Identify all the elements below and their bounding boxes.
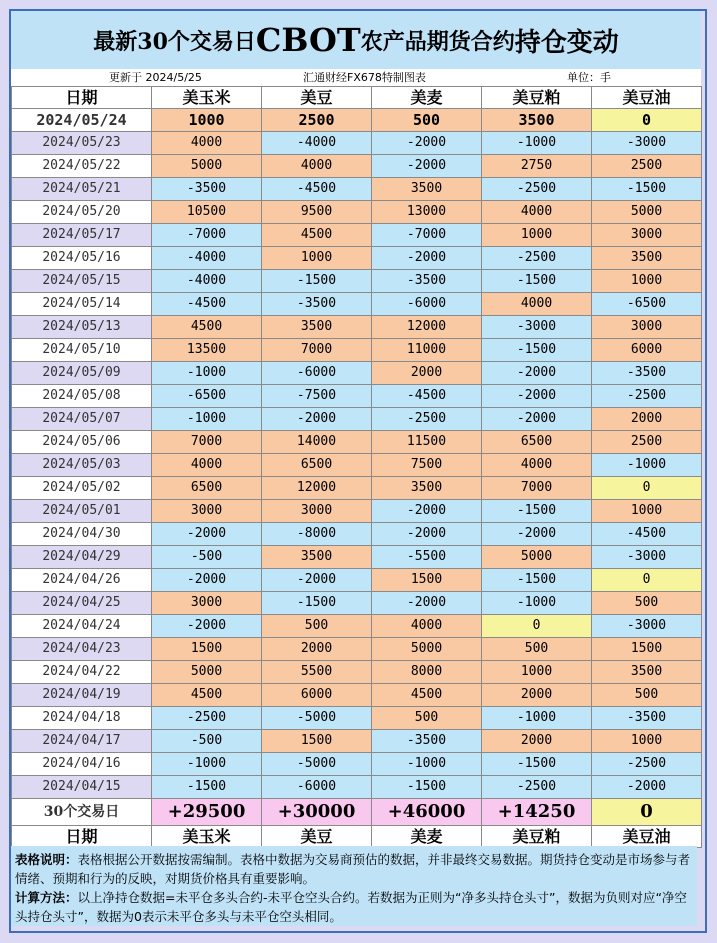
value-cell: 4000 <box>482 293 592 316</box>
value-cell: -1000 <box>152 753 262 776</box>
value-cell: 1500 <box>372 569 482 592</box>
value-cell: 8000 <box>372 661 482 684</box>
date-cell: 2024/04/18 <box>12 707 152 730</box>
table-row <box>12 201 702 224</box>
value-cell: -2000 <box>592 776 702 799</box>
value-cell: -3000 <box>592 132 702 155</box>
title-part-2: CBOT <box>255 21 361 59</box>
value-cell: -3500 <box>592 707 702 730</box>
table-row <box>12 431 702 454</box>
table-row <box>12 270 702 293</box>
page-title <box>11 11 701 69</box>
value-cell: -5000 <box>262 707 372 730</box>
value-cell: 6500 <box>152 477 262 500</box>
column-footer: 美豆 <box>262 826 372 848</box>
date-cell: 2024/04/30 <box>12 523 152 546</box>
value-cell: 5500 <box>262 661 372 684</box>
table-row <box>12 661 702 684</box>
notes-calc-text: 以上净持仓数据=未平仓多头合约-未平仓空头合约。若数据为正则为“净多头持仓头寸”，数据为负则对应“净空头持仓头寸”，数据为0表示未平仓多头与未平仓空头相同。 <box>15 890 687 924</box>
summary-row <box>12 799 702 826</box>
value-cell: 2500 <box>592 431 702 454</box>
value-cell: 12000 <box>372 316 482 339</box>
value-cell: 5000 <box>152 661 262 684</box>
value-cell: 3500 <box>592 247 702 270</box>
table-row <box>12 684 702 707</box>
date-cell: 2024/05/21 <box>12 178 152 201</box>
value-cell: -1500 <box>482 339 592 362</box>
value-cell: 7000 <box>152 431 262 454</box>
value-cell: -3500 <box>592 362 702 385</box>
column-footer: 美麦 <box>372 826 482 848</box>
value-cell: 10500 <box>152 201 262 224</box>
column-header: 美麦 <box>372 87 482 109</box>
table-row <box>12 362 702 385</box>
value-cell: 4000 <box>262 155 372 178</box>
value-cell: -2000 <box>372 247 482 270</box>
value-cell: 6000 <box>592 339 702 362</box>
column-footer: 美玉米 <box>152 826 262 848</box>
value-cell: -7000 <box>152 224 262 247</box>
value-cell: 6000 <box>262 684 372 707</box>
date-cell: 2024/05/03 <box>12 454 152 477</box>
value-cell: 1000 <box>262 247 372 270</box>
value-cell: 1000 <box>592 730 702 753</box>
table-row <box>12 293 702 316</box>
value-cell: -6000 <box>262 362 372 385</box>
value-cell: 7500 <box>372 454 482 477</box>
notes-desc-text: 表格根据公开数据按需编制。表格中数据为交易商预估的数据，并非最终交易数据。期货持仓变动是市场参与者情绪、预期和行为的反映，对期货价格具有重要影响。 <box>15 852 691 886</box>
table-row <box>12 224 702 247</box>
table-row <box>12 546 702 569</box>
table-row <box>12 592 702 615</box>
value-cell: 2000 <box>482 730 592 753</box>
date-cell: 2024/04/23 <box>12 638 152 661</box>
value-cell: 1500 <box>262 730 372 753</box>
value-cell: -1500 <box>262 592 372 615</box>
value-cell: 2000 <box>482 684 592 707</box>
date-cell: 2024/05/10 <box>12 339 152 362</box>
value-cell: -4500 <box>592 523 702 546</box>
title-part-4: 持仓变动 <box>514 27 619 58</box>
value-cell: -2000 <box>372 500 482 523</box>
value-cell: 6500 <box>482 431 592 454</box>
table-row <box>12 730 702 753</box>
value-cell: 12000 <box>262 477 372 500</box>
value-cell: 5000 <box>482 546 592 569</box>
date-cell: 2024/04/25 <box>12 592 152 615</box>
value-cell: 9500 <box>262 201 372 224</box>
value-cell: 6500 <box>262 454 372 477</box>
value-cell: -2000 <box>372 155 482 178</box>
footer-row <box>12 826 702 848</box>
value-cell: -2000 <box>372 523 482 546</box>
value-cell: 3500 <box>372 477 482 500</box>
table-row <box>12 408 702 431</box>
value-cell: -1500 <box>482 569 592 592</box>
value-cell: -2000 <box>482 385 592 408</box>
date-cell: 2024/05/08 <box>12 385 152 408</box>
column-footer: 日期 <box>12 826 152 848</box>
value-cell: 11500 <box>372 431 482 454</box>
title-part-3: 农产品期货合约 <box>360 28 515 55</box>
date-cell: 2024/04/19 <box>12 684 152 707</box>
value-cell: 3000 <box>152 500 262 523</box>
table-row <box>12 523 702 546</box>
table-row <box>12 385 702 408</box>
column-footer: 美豆粕 <box>482 826 592 848</box>
value-cell: -2000 <box>152 569 262 592</box>
value-cell: -2000 <box>372 132 482 155</box>
value-cell: -5500 <box>372 546 482 569</box>
value-cell: -8000 <box>262 523 372 546</box>
value-cell: -1500 <box>262 270 372 293</box>
value-cell: 2000 <box>372 362 482 385</box>
value-cell: -5000 <box>262 753 372 776</box>
notes-calc-label: 计算方法： <box>15 890 78 905</box>
value-cell: -3500 <box>152 178 262 201</box>
value-cell: -6500 <box>592 293 702 316</box>
value-cell: -1000 <box>152 408 262 431</box>
table-row <box>12 753 702 776</box>
value-cell: 2500 <box>592 155 702 178</box>
notes-calculation <box>15 888 695 926</box>
unit-label: 单位：手 <box>567 71 611 84</box>
value-cell: 4500 <box>152 316 262 339</box>
date-cell: 2024/05/14 <box>12 293 152 316</box>
value-cell: 4000 <box>152 454 262 477</box>
value-cell: -1500 <box>592 178 702 201</box>
table-row <box>12 132 702 155</box>
table-row <box>12 638 702 661</box>
value-cell: -500 <box>152 730 262 753</box>
table-row <box>12 500 702 523</box>
value-cell: -3000 <box>592 546 702 569</box>
date-cell: 2024/05/07 <box>12 408 152 431</box>
value-cell: -2000 <box>372 592 482 615</box>
summary-value: +46000 <box>372 799 482 826</box>
value-cell: -1000 <box>482 592 592 615</box>
table-row <box>12 776 702 799</box>
value-cell: -7500 <box>262 385 372 408</box>
value-cell: -1500 <box>482 500 592 523</box>
table-row <box>12 615 702 638</box>
value-cell: -6000 <box>372 293 482 316</box>
value-cell: 3000 <box>592 316 702 339</box>
value-cell: -1000 <box>482 132 592 155</box>
date-cell: 2024/04/24 <box>12 615 152 638</box>
date-cell: 2024/05/15 <box>12 270 152 293</box>
value-cell: -4500 <box>372 385 482 408</box>
value-cell: -1000 <box>592 454 702 477</box>
summary-value: 0 <box>592 799 702 826</box>
value-cell: 13500 <box>152 339 262 362</box>
value-cell: -3000 <box>482 316 592 339</box>
date-cell: 2024/04/17 <box>12 730 152 753</box>
date-cell: 2024/04/22 <box>12 661 152 684</box>
value-cell: -2500 <box>592 753 702 776</box>
value-cell: 1000 <box>592 500 702 523</box>
value-cell: 5000 <box>152 155 262 178</box>
table-row <box>12 178 702 201</box>
updated-date: 更新于 2024/5/25 <box>109 71 202 84</box>
value-cell: -2500 <box>372 408 482 431</box>
value-cell: -2500 <box>592 385 702 408</box>
value-cell: -4500 <box>262 178 372 201</box>
value-cell: -1000 <box>372 753 482 776</box>
value-cell: 0 <box>592 109 702 132</box>
value-cell: 3500 <box>372 178 482 201</box>
date-cell: 2024/04/29 <box>12 546 152 569</box>
value-cell: 3500 <box>262 546 372 569</box>
value-cell: -2000 <box>152 615 262 638</box>
meta-row <box>11 69 701 86</box>
value-cell: 1500 <box>592 638 702 661</box>
value-cell: -3500 <box>372 730 482 753</box>
value-cell: 3500 <box>592 661 702 684</box>
value-cell: -6000 <box>262 776 372 799</box>
value-cell: -6500 <box>152 385 262 408</box>
table-row <box>12 109 702 132</box>
date-cell: 2024/05/13 <box>12 316 152 339</box>
table-row <box>12 155 702 178</box>
date-cell: 2024/05/24 <box>12 109 152 132</box>
value-cell: -2000 <box>152 523 262 546</box>
summary-value: +30000 <box>262 799 372 826</box>
value-cell: 4000 <box>152 132 262 155</box>
date-cell: 2024/04/26 <box>12 569 152 592</box>
value-cell: -1500 <box>372 776 482 799</box>
value-cell: -2000 <box>262 408 372 431</box>
value-cell: -2000 <box>482 408 592 431</box>
value-cell: 14000 <box>262 431 372 454</box>
summary-label: 30个交易日 <box>12 799 152 826</box>
value-cell: 2000 <box>592 408 702 431</box>
table-row <box>12 454 702 477</box>
column-header: 美玉米 <box>152 87 262 109</box>
value-cell: 4500 <box>262 224 372 247</box>
value-cell: 5000 <box>372 638 482 661</box>
value-cell: -500 <box>152 546 262 569</box>
value-cell: 1000 <box>592 270 702 293</box>
value-cell: 4000 <box>372 615 482 638</box>
value-cell: -1000 <box>482 707 592 730</box>
value-cell: 0 <box>592 477 702 500</box>
table-row <box>12 316 702 339</box>
value-cell: 0 <box>592 569 702 592</box>
notes-description <box>15 850 695 888</box>
value-cell: 500 <box>482 638 592 661</box>
value-cell: -2500 <box>482 247 592 270</box>
title-part-1: 最新30个交易日 <box>93 28 256 55</box>
date-cell: 2024/05/06 <box>12 431 152 454</box>
date-cell: 2024/05/20 <box>12 201 152 224</box>
value-cell: -3500 <box>262 293 372 316</box>
header-row <box>12 87 702 109</box>
table-row <box>12 707 702 730</box>
value-cell: 2500 <box>262 109 372 132</box>
value-cell: -2000 <box>482 362 592 385</box>
value-cell: -4000 <box>152 247 262 270</box>
value-cell: 7000 <box>262 339 372 362</box>
value-cell: 11000 <box>372 339 482 362</box>
date-cell: 2024/05/02 <box>12 477 152 500</box>
summary-value: +29500 <box>152 799 262 826</box>
value-cell: 3500 <box>262 316 372 339</box>
date-cell: 2024/04/15 <box>12 776 152 799</box>
column-header: 美豆粕 <box>482 87 592 109</box>
notes-desc-label: 表格说明： <box>15 852 78 867</box>
table-row <box>12 247 702 270</box>
date-cell: 2024/05/17 <box>12 224 152 247</box>
table-row <box>12 569 702 592</box>
value-cell: 7000 <box>482 477 592 500</box>
column-footer: 美豆油 <box>592 826 702 848</box>
value-cell: -7000 <box>372 224 482 247</box>
value-cell: -4500 <box>152 293 262 316</box>
date-cell: 2024/05/23 <box>12 132 152 155</box>
value-cell: 500 <box>262 615 372 638</box>
value-cell: 3500 <box>482 109 592 132</box>
value-cell: -3000 <box>592 615 702 638</box>
value-cell: -2000 <box>482 523 592 546</box>
value-cell: 500 <box>372 109 482 132</box>
value-cell: -2500 <box>482 776 592 799</box>
value-cell: 1500 <box>152 638 262 661</box>
value-cell: -2500 <box>152 707 262 730</box>
value-cell: 13000 <box>372 201 482 224</box>
value-cell: -2500 <box>482 178 592 201</box>
column-header: 日期 <box>12 87 152 109</box>
summary-value: +14250 <box>482 799 592 826</box>
value-cell: -4000 <box>152 270 262 293</box>
value-cell: 4000 <box>482 201 592 224</box>
value-cell: 1000 <box>482 661 592 684</box>
date-cell: 2024/04/16 <box>12 753 152 776</box>
value-cell: 1000 <box>482 224 592 247</box>
value-cell: 2000 <box>262 638 372 661</box>
value-cell: 4000 <box>482 454 592 477</box>
value-cell: 2750 <box>482 155 592 178</box>
value-cell: 500 <box>592 592 702 615</box>
date-cell: 2024/05/01 <box>12 500 152 523</box>
value-cell: 0 <box>482 615 592 638</box>
column-header: 美豆油 <box>592 87 702 109</box>
value-cell: 4500 <box>372 684 482 707</box>
value-cell: 5000 <box>592 201 702 224</box>
value-cell: -1500 <box>152 776 262 799</box>
value-cell: 1000 <box>152 109 262 132</box>
date-cell: 2024/05/22 <box>12 155 152 178</box>
value-cell: -3500 <box>372 270 482 293</box>
value-cell: 3000 <box>262 500 372 523</box>
table-row <box>12 339 702 362</box>
value-cell: 4500 <box>152 684 262 707</box>
notes-panel <box>11 846 697 926</box>
value-cell: -1500 <box>482 270 592 293</box>
source-label: 汇通财经FX678特制图表 <box>303 71 426 84</box>
value-cell: 500 <box>592 684 702 707</box>
value-cell: 3000 <box>592 224 702 247</box>
value-cell: -2000 <box>262 569 372 592</box>
date-cell: 2024/05/16 <box>12 247 152 270</box>
value-cell: -1000 <box>152 362 262 385</box>
value-cell: -4000 <box>262 132 372 155</box>
table-row <box>12 477 702 500</box>
date-cell: 2024/05/09 <box>12 362 152 385</box>
value-cell: 500 <box>372 707 482 730</box>
value-cell: -1500 <box>482 753 592 776</box>
column-header: 美豆 <box>262 87 372 109</box>
positions-table <box>11 86 702 848</box>
value-cell: 3000 <box>152 592 262 615</box>
